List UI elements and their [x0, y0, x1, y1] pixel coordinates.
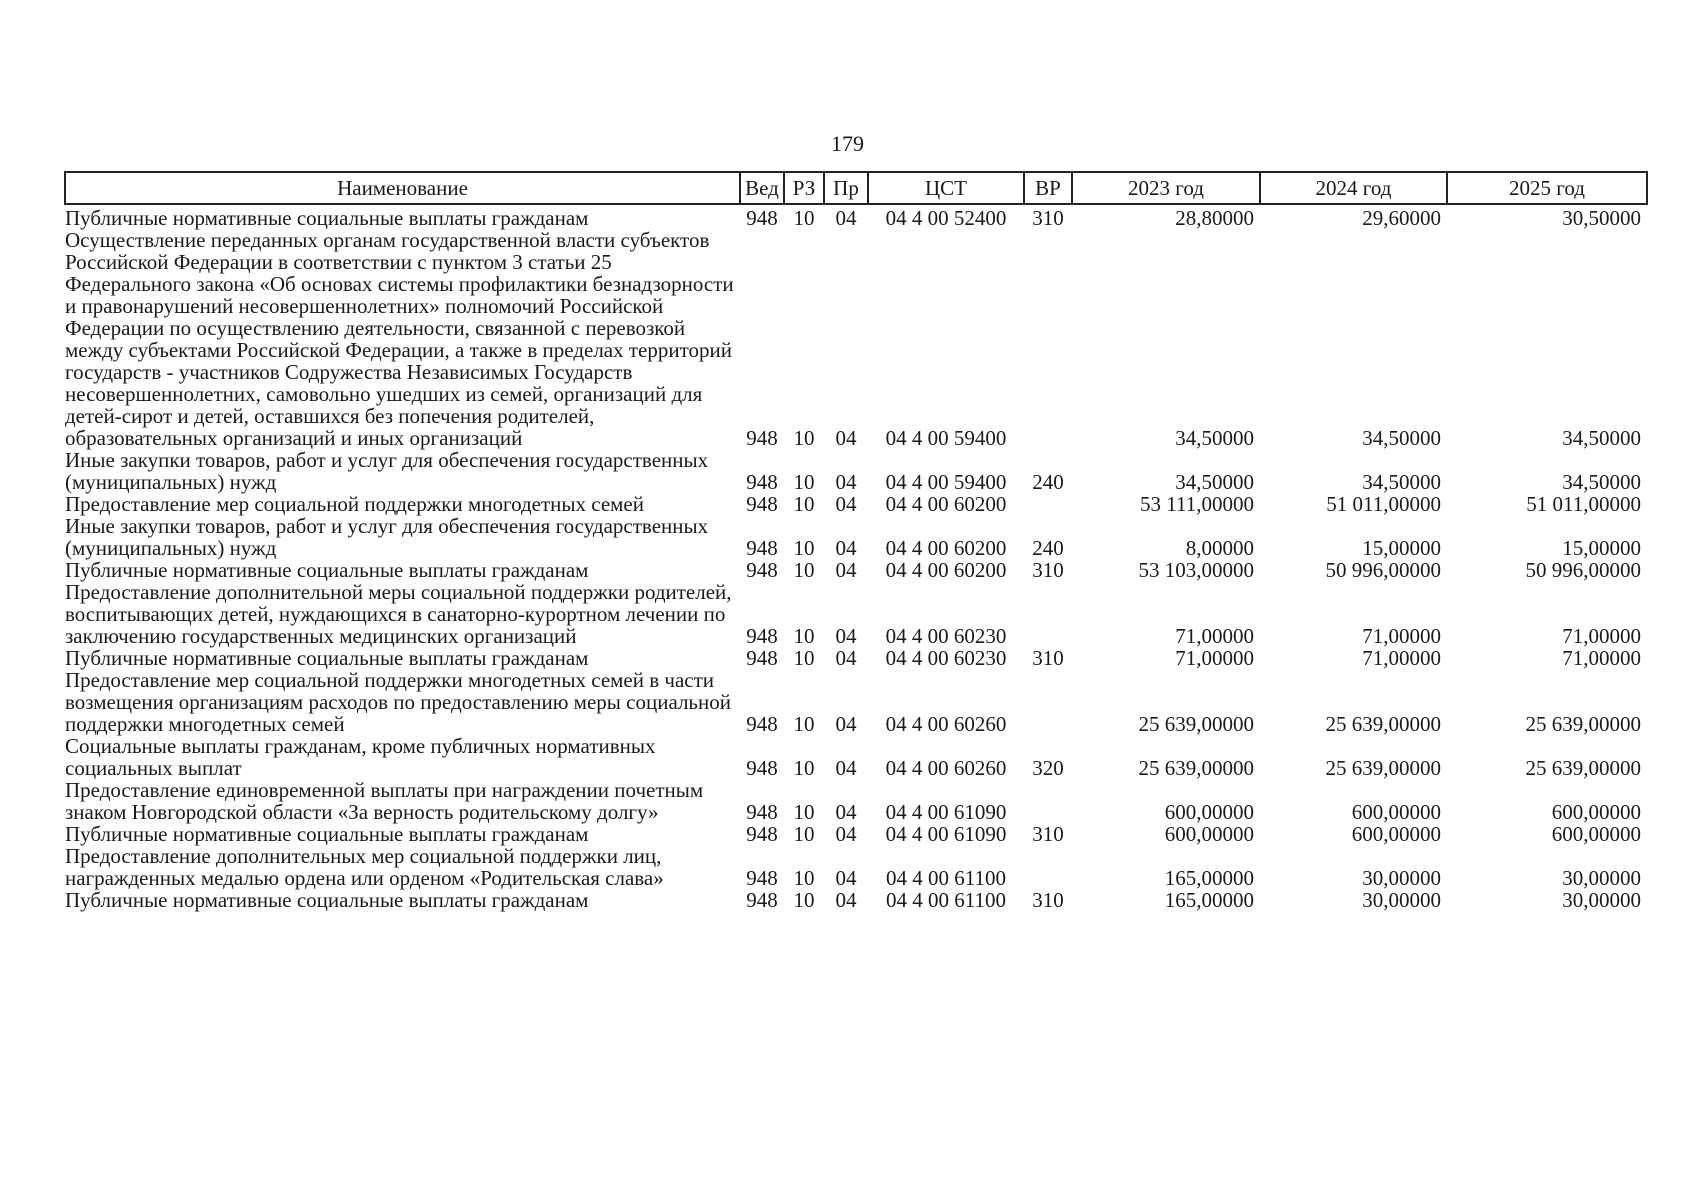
column-header-2023: 2023 год: [1072, 172, 1260, 204]
row-name: Предоставление дополнительных мер социальной поддержки лиц, награжденных медалью ордена или орденом «Родительская слава»: [65, 844, 664, 890]
row-amount-2024: 34,50000: [1362, 470, 1441, 494]
row-vr: 310: [1032, 888, 1064, 912]
column-header-rz: РЗ: [784, 172, 824, 204]
table-row: [65, 647, 1647, 669]
row-vr: [1024, 581, 1072, 647]
row-amount-2024: 25 639,00000: [1325, 712, 1441, 736]
table-row: [65, 889, 1647, 911]
row-ved: 948: [746, 470, 778, 494]
row-ved: 948: [746, 822, 778, 846]
row-name: Социальные выплаты гражданам, кроме публичных нормативных социальных выплат: [65, 734, 656, 780]
row-cst: 04 4 00 60230: [885, 624, 1007, 648]
row-ved: 948: [746, 866, 778, 890]
row-rz: 10: [793, 206, 815, 230]
row-amount-2025: 600,00000: [1551, 822, 1641, 846]
row-rz: 10: [793, 492, 815, 516]
row-name: Предоставление мер социальной поддержки многодетных семей: [65, 492, 644, 516]
row-ved: 948: [746, 426, 778, 450]
row-name: Публичные нормативные социальные выплаты гражданам: [65, 206, 589, 230]
row-amount-2023: 34,50000: [1175, 470, 1254, 494]
row-cst: 04 4 00 60260: [885, 712, 1007, 736]
row-rz: 10: [793, 866, 815, 890]
row-amount-2024: 30,00000: [1362, 888, 1441, 912]
row-ved: 948: [746, 646, 778, 670]
row-name: Публичные нормативные социальные выплаты гражданам: [65, 646, 589, 670]
row-cst: 04 4 00 59400: [885, 426, 1007, 450]
column-header-pr: Пр: [824, 172, 868, 204]
row-name: Иные закупки товаров, работ и услуг для обеспечения государственных (муниципальных) нужд: [65, 514, 709, 560]
column-header-cst: ЦСТ: [868, 172, 1024, 204]
row-cst: 04 4 00 61100: [886, 866, 1006, 890]
row-rz: 10: [793, 646, 815, 670]
row-rz: 10: [793, 712, 815, 736]
table-row: [65, 845, 1647, 889]
row-cst: 04 4 00 59400: [885, 470, 1007, 494]
row-ved: 948: [746, 712, 778, 736]
row-rz: 10: [793, 756, 815, 780]
row-name: Предоставление дополнительной меры социальной поддержки родителей, воспитывающих детей, нуждающихся в санаторно-курортном лечении по заключению государственных медицинских организаций: [65, 580, 732, 648]
row-amount-2024: 15,00000: [1362, 536, 1441, 560]
row-amount-2025: 30,00000: [1562, 888, 1641, 912]
row-amount-2023: 8,00000: [1185, 536, 1254, 560]
row-rz: 10: [793, 888, 815, 912]
table-row: [65, 735, 1647, 779]
row-vr: 310: [1032, 558, 1064, 582]
row-name: Публичные нормативные социальные выплаты гражданам: [65, 888, 589, 912]
column-header-2025: 2025 год: [1447, 172, 1647, 204]
row-rz: 10: [793, 558, 815, 582]
row-cst: 04 4 00 60230: [885, 646, 1007, 670]
row-vr: [1024, 669, 1072, 735]
row-name: Предоставление мер социальной поддержки многодетных семей в части возмещения организациям расходов по предоставлению меры социальной поддержки многодетных семей: [65, 668, 731, 736]
row-cst: 04 4 00 61090: [885, 822, 1007, 846]
row-ved: 948: [746, 888, 778, 912]
row-ved: 948: [746, 536, 778, 560]
row-amount-2025: 71,00000: [1562, 646, 1641, 670]
row-ved: 948: [746, 624, 778, 648]
row-vr: 240: [1032, 470, 1064, 494]
row-amount-2025: 50 996,00000: [1525, 558, 1641, 582]
row-pr: 04: [835, 756, 857, 780]
row-rz: 10: [793, 536, 815, 560]
table-body: [65, 204, 1647, 911]
row-amount-2023: 53 111,00000: [1140, 492, 1254, 516]
row-amount-2023: 165,00000: [1164, 888, 1254, 912]
table-row: [65, 493, 1647, 515]
table-row: [65, 581, 1647, 647]
row-pr: 04: [835, 712, 857, 736]
row-amount-2025: 30,50000: [1562, 206, 1641, 230]
row-vr: 240: [1032, 536, 1064, 560]
row-amount-2024: 71,00000: [1362, 624, 1441, 648]
row-amount-2023: 25 639,00000: [1138, 756, 1254, 780]
row-pr: 04: [835, 426, 857, 450]
table-row: [65, 823, 1647, 845]
row-pr: 04: [835, 492, 857, 516]
row-pr: 04: [835, 624, 857, 648]
row-amount-2023: 165,00000: [1164, 866, 1254, 890]
row-ved: 948: [746, 558, 778, 582]
row-amount-2024: 25 639,00000: [1325, 756, 1441, 780]
row-amount-2023: 25 639,00000: [1138, 712, 1254, 736]
row-ved: 948: [746, 800, 778, 824]
row-name: Публичные нормативные социальные выплаты гражданам: [65, 822, 589, 846]
row-cst: 04 4 00 60200: [885, 492, 1007, 516]
table-row: [65, 779, 1647, 823]
row-vr: 320: [1032, 756, 1064, 780]
budget-table: [64, 171, 1648, 911]
page-number: 179: [831, 131, 864, 156]
row-amount-2025: 51 011,00000: [1526, 492, 1641, 516]
row-name: Предоставление единовременной выплаты при награждении почетным знаком Новгородской области «За верность родительскому долгу»: [65, 778, 704, 824]
table-row: [65, 515, 1647, 559]
row-amount-2024: 71,00000: [1362, 646, 1441, 670]
row-name: Осуществление переданных органам государственной власти субъектов Российской Федерации в соответствии с пунктом 3 статьи 25 Федерального закона «Об основах системы профилактики безнадзорности и правонарушений несовершеннолетних» полномочий Российской Федерации по осуществлению деятельности, связанной с перевозкой между субъектами Российской Федерации, а также в пределах территорий государств - участников Содружества Независимых Государств несовершеннолетних, самовольно ушедших из семей, организаций для детей-сирот и детей, оставшихся без попечения родителей, образовательных организаций и иных организаций: [65, 228, 734, 450]
table-row: [65, 229, 1647, 449]
row-ved: 948: [746, 756, 778, 780]
column-header-2024: 2024 год: [1260, 172, 1447, 204]
row-amount-2025: 34,50000: [1562, 470, 1641, 494]
row-pr: 04: [835, 646, 857, 670]
row-amount-2023: 71,00000: [1175, 624, 1254, 648]
row-pr: 04: [835, 822, 857, 846]
row-amount-2025: 600,00000: [1551, 800, 1641, 824]
row-amount-2023: 28,80000: [1175, 206, 1254, 230]
row-amount-2023: 34,50000: [1175, 426, 1254, 450]
row-amount-2025: 25 639,00000: [1525, 712, 1641, 736]
row-ved: 948: [746, 492, 778, 516]
row-rz: 10: [793, 822, 815, 846]
row-amount-2024: 50 996,00000: [1325, 558, 1441, 582]
row-rz: 10: [793, 470, 815, 494]
row-amount-2025: 15,00000: [1562, 536, 1641, 560]
row-pr: 04: [835, 206, 857, 230]
row-amount-2024: 51 011,00000: [1326, 492, 1441, 516]
row-amount-2023: 600,00000: [1164, 800, 1254, 824]
table-row: [65, 204, 1647, 229]
row-vr: [1024, 779, 1072, 823]
row-vr: [1024, 229, 1072, 449]
column-header-vr: ВР: [1024, 172, 1072, 204]
row-vr: [1024, 845, 1072, 889]
row-pr: 04: [835, 866, 857, 890]
row-name: Иные закупки товаров, работ и услуг для обеспечения государственных (муниципальных) нужд: [65, 448, 709, 494]
table-row: [65, 559, 1647, 581]
row-pr: 04: [835, 536, 857, 560]
row-amount-2023: 53 103,00000: [1138, 558, 1254, 582]
row-cst: 04 4 00 61090: [885, 800, 1007, 824]
row-name: Публичные нормативные социальные выплаты гражданам: [65, 558, 589, 582]
row-vr: [1024, 493, 1072, 515]
row-amount-2024: 600,00000: [1351, 800, 1441, 824]
row-rz: 10: [793, 800, 815, 824]
row-pr: 04: [835, 558, 857, 582]
row-rz: 10: [793, 624, 815, 648]
row-amount-2025: 71,00000: [1562, 624, 1641, 648]
row-amount-2024: 30,00000: [1362, 866, 1441, 890]
column-header-name: Наименование: [65, 172, 740, 204]
row-cst: 04 4 00 60200: [885, 536, 1007, 560]
row-pr: 04: [835, 470, 857, 494]
row-amount-2025: 34,50000: [1562, 426, 1641, 450]
row-pr: 04: [835, 800, 857, 824]
row-amount-2025: 30,00000: [1562, 866, 1641, 890]
row-rz: 10: [793, 426, 815, 450]
row-amount-2024: 29,60000: [1362, 206, 1441, 230]
row-vr: 310: [1032, 206, 1064, 230]
row-amount-2023: 71,00000: [1175, 646, 1254, 670]
row-cst: 04 4 00 61100: [886, 888, 1006, 912]
row-vr: 310: [1032, 822, 1064, 846]
row-amount-2025: 25 639,00000: [1525, 756, 1641, 780]
table-row: [65, 449, 1647, 493]
row-amount-2024: 34,50000: [1362, 426, 1441, 450]
row-cst: 04 4 00 60200: [885, 558, 1007, 582]
row-pr: 04: [835, 888, 857, 912]
row-vr: 310: [1032, 646, 1064, 670]
row-ved: 948: [746, 206, 778, 230]
row-cst: 04 4 00 52400: [885, 206, 1007, 230]
row-cst: 04 4 00 60260: [885, 756, 1007, 780]
column-header-ved: Вед: [740, 172, 784, 204]
table-header: [65, 172, 1647, 204]
table-row: [65, 669, 1647, 735]
row-amount-2024: 600,00000: [1351, 822, 1441, 846]
row-amount-2023: 600,00000: [1164, 822, 1254, 846]
